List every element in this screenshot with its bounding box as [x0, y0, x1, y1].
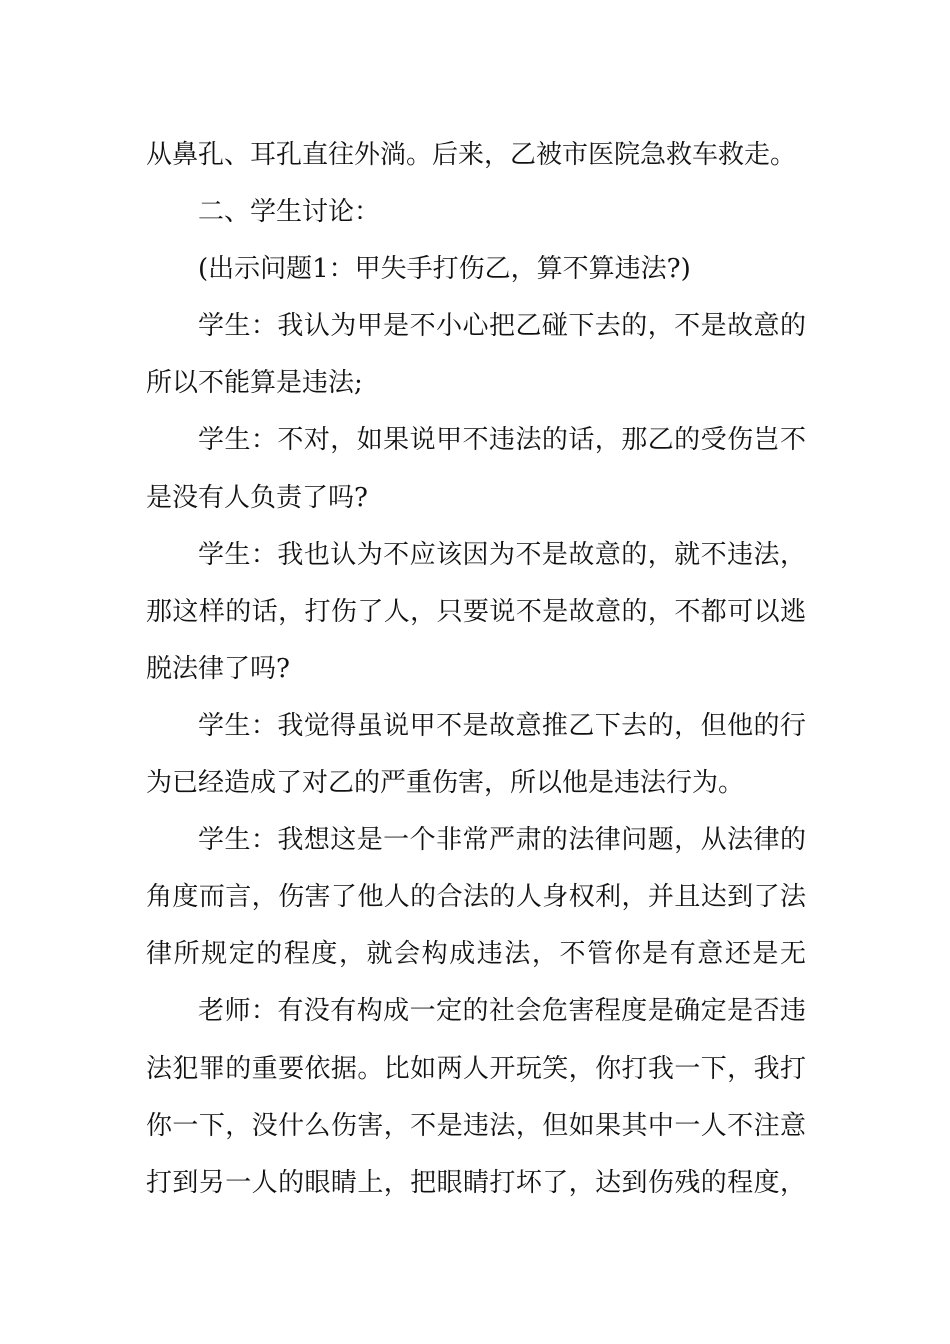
text-line: 律所规定的程度，就会构成违法，不管你是有意还是无	[146, 939, 806, 970]
text-line: 学生：不对，如果说甲不违法的话，那乙的受伤岂不	[198, 425, 806, 456]
text-line: 从鼻孔、耳孔直往外淌。后来，乙被市医院急救车救走。	[146, 140, 797, 170]
text-line: 为已经造成了对乙的严重伤害，所以他是违法行为。	[146, 768, 745, 799]
text-line: 老师：有没有构成一定的社会危害程度是确定是否违	[198, 996, 806, 1027]
text-line: 那这样的话，打伤了人，只要说不是故意的，不都可以逃	[146, 596, 806, 627]
text-line: 学生：我想这是一个非常严肃的法律问题，从法律的	[198, 825, 806, 856]
text-line: 脱法律了吗?	[146, 653, 290, 684]
document-body	[146, 127, 806, 1212]
text-line: 是没有人负责了吗?	[146, 482, 368, 513]
text-line: 角度而言，伤害了他人的合法的人身权利，并且达到了法	[146, 882, 806, 913]
text-line: 学生：我也认为不应该因为不是故意的，就不违法，	[198, 539, 806, 570]
text-line: (出示问题1：甲失手打伤乙，算不算违法?)	[198, 254, 691, 285]
text-line: 法犯罪的重要依据。比如两人开玩笑，你打我一下，我打	[146, 1053, 806, 1084]
text-line: 学生：我认为甲是不小心把乙碰下去的，不是故意的	[198, 311, 806, 342]
text-line: 二、学生讨论：	[198, 197, 381, 228]
text-line: 学生：我觉得虽说甲不是故意推乙下去的，但他的行	[198, 710, 806, 741]
text-line: 打到另一人的眼睛上，把眼睛打坏了，达到伤残的程度，	[146, 1167, 806, 1198]
text-line: 你一下，没什么伤害，不是违法，但如果其中一人不注意	[146, 1110, 806, 1141]
text-line: 所以不能算是违法;	[146, 368, 363, 399]
